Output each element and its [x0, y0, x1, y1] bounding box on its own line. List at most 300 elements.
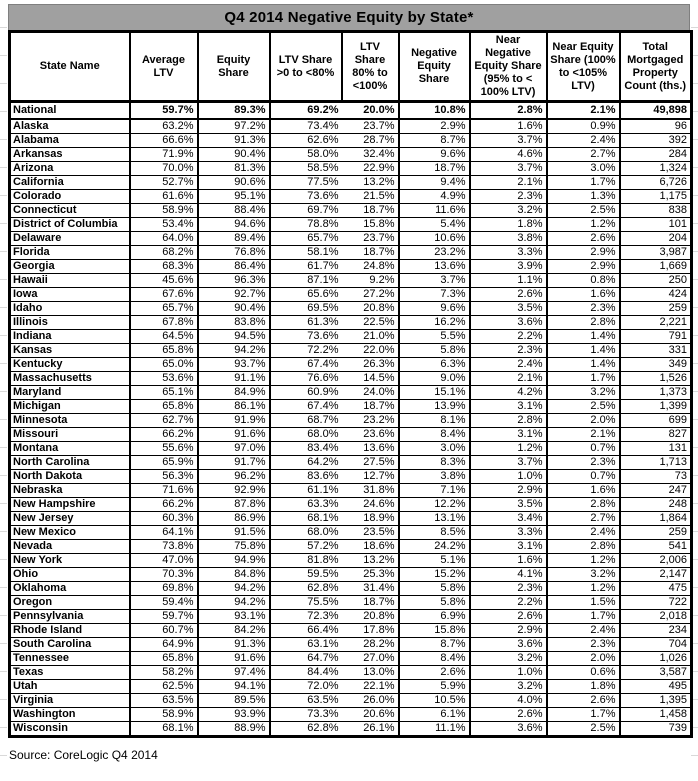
cell-state-name: New Mexico: [10, 526, 130, 540]
cell-value: 5.1%: [399, 554, 470, 568]
cell-value: 424: [620, 288, 692, 302]
cell-value: 88.4%: [198, 204, 270, 218]
cell-value: 15.1%: [399, 386, 470, 400]
cell-value: 9.4%: [399, 176, 470, 190]
cell-value: 1.7%: [547, 372, 620, 386]
cell-value: 16.2%: [399, 316, 470, 330]
cell-value: 93.9%: [198, 708, 270, 722]
cell-value: 2.9%: [470, 484, 547, 498]
cell-value: 72.0%: [270, 680, 342, 694]
table-body: [10, 102, 692, 737]
cell-value: 2.8%: [547, 540, 620, 554]
cell-value: 22.9%: [342, 162, 399, 176]
cell-value: 20.8%: [342, 610, 399, 624]
cell-value: 64.2%: [270, 456, 342, 470]
column-header: Near Equity Share (100% to <105% LTV): [547, 32, 620, 102]
cell-value: 1.8%: [470, 218, 547, 232]
cell-value: 84.2%: [198, 624, 270, 638]
cell-value: 66.2%: [130, 428, 198, 442]
cell-value: 827: [620, 428, 692, 442]
cell-value: 65.8%: [130, 400, 198, 414]
cell-state-name: Iowa: [10, 288, 130, 302]
cell-value: 86.1%: [198, 400, 270, 414]
cell-value: 58.9%: [130, 708, 198, 722]
table-row: [10, 148, 692, 162]
cell-value: 1.2%: [547, 554, 620, 568]
table-row: [10, 582, 692, 596]
cell-value: 63.3%: [270, 498, 342, 512]
cell-value: 52.7%: [130, 176, 198, 190]
cell-value: 87.1%: [270, 274, 342, 288]
column-header: LTV Share 80% to <100%: [342, 32, 399, 102]
table-row: [10, 344, 692, 358]
cell-value: 24.6%: [342, 498, 399, 512]
cell-value: 73.6%: [270, 190, 342, 204]
cell-value: 66.6%: [130, 134, 198, 148]
cell-value: 72.2%: [270, 344, 342, 358]
cell-value: 90.4%: [198, 148, 270, 162]
table-row: [10, 372, 692, 386]
cell-value: 89.5%: [198, 694, 270, 708]
cell-value: 2.2%: [470, 330, 547, 344]
cell-value: 90.4%: [198, 302, 270, 316]
cell-value: 0.8%: [547, 274, 620, 288]
cell-value: 97.2%: [198, 119, 270, 134]
cell-value: 6.1%: [399, 708, 470, 722]
cell-value: 83.4%: [270, 442, 342, 456]
table-row: [10, 162, 692, 176]
table-row: [10, 288, 692, 302]
cell-value: 91.1%: [198, 372, 270, 386]
cell-value: 18.7%: [342, 246, 399, 260]
cell-value: 2,018: [620, 610, 692, 624]
cell-value: 2.9%: [399, 119, 470, 134]
cell-value: 2,006: [620, 554, 692, 568]
table-row: [10, 484, 692, 498]
cell-value: 70.0%: [130, 162, 198, 176]
cell-value: 2.9%: [547, 246, 620, 260]
cell-value: 76.8%: [198, 246, 270, 260]
cell-value: 91.6%: [198, 428, 270, 442]
cell-value: 3.6%: [470, 638, 547, 652]
cell-value: 94.6%: [198, 218, 270, 232]
table-row: [10, 638, 692, 652]
cell-value: 64.5%: [130, 330, 198, 344]
cell-value: 2.3%: [470, 344, 547, 358]
cell-value: 13.1%: [399, 512, 470, 526]
cell-value: 9.2%: [342, 274, 399, 288]
cell-value: 13.2%: [342, 554, 399, 568]
table-row: [10, 666, 692, 680]
cell-state-name: Connecticut: [10, 204, 130, 218]
cell-value: 53.4%: [130, 218, 198, 232]
cell-value: 2.4%: [470, 358, 547, 372]
cell-state-name: Utah: [10, 680, 130, 694]
table-row: [10, 302, 692, 316]
cell-value: 6,726: [620, 176, 692, 190]
cell-value: 18.6%: [342, 540, 399, 554]
cell-value: 31.4%: [342, 582, 399, 596]
cell-value: 68.3%: [130, 260, 198, 274]
cell-value: 60.9%: [270, 386, 342, 400]
column-header: Equity Share: [198, 32, 270, 102]
cell-value: 15.8%: [399, 624, 470, 638]
cell-value: 96: [620, 119, 692, 134]
cell-value: 23.6%: [342, 428, 399, 442]
table-row: [10, 204, 692, 218]
cell-value: 32.4%: [342, 148, 399, 162]
table-row: [10, 470, 692, 484]
cell-value: 45.6%: [130, 274, 198, 288]
cell-value: 3.5%: [470, 498, 547, 512]
cell-value: 2.6%: [547, 694, 620, 708]
cell-value: 3.1%: [470, 540, 547, 554]
cell-value: 5.4%: [399, 218, 470, 232]
cell-value: 65.1%: [130, 386, 198, 400]
cell-value: 1.4%: [547, 358, 620, 372]
column-header: Near Negative Equity Share (95% to < 100% LTV): [470, 32, 547, 102]
table-row: [10, 526, 692, 540]
cell-value: 2.9%: [470, 624, 547, 638]
cell-value: 60.3%: [130, 512, 198, 526]
cell-value: 1.0%: [470, 470, 547, 484]
cell-value: 67.6%: [130, 288, 198, 302]
cell-value: 1.4%: [547, 330, 620, 344]
cell-value: 2.1%: [470, 176, 547, 190]
cell-value: 69.7%: [270, 204, 342, 218]
cell-value: 1.6%: [547, 484, 620, 498]
cell-value: 475: [620, 582, 692, 596]
table-row: [10, 316, 692, 330]
cell-value: 89.4%: [198, 232, 270, 246]
cell-value: 91.6%: [198, 652, 270, 666]
table-row: [10, 540, 692, 554]
cell-value: 1,713: [620, 456, 692, 470]
cell-value: 3.1%: [470, 400, 547, 414]
cell-value: 94.1%: [198, 680, 270, 694]
table-row: [10, 134, 692, 148]
cell-value: 2.4%: [547, 526, 620, 540]
cell-value: 2.2%: [470, 596, 547, 610]
cell-value: 62.6%: [270, 134, 342, 148]
table-row: [10, 554, 692, 568]
cell-value: 234: [620, 624, 692, 638]
cell-value: 2.6%: [547, 232, 620, 246]
cell-value: 2,147: [620, 568, 692, 582]
cell-value: 541: [620, 540, 692, 554]
cell-value: 62.5%: [130, 680, 198, 694]
cell-value: 2.8%: [470, 414, 547, 428]
cell-state-name: Idaho: [10, 302, 130, 316]
cell-value: 2.1%: [547, 428, 620, 442]
cell-value: 94.5%: [198, 330, 270, 344]
cell-value: 95.1%: [198, 190, 270, 204]
cell-value: 7.3%: [399, 288, 470, 302]
cell-value: 22.1%: [342, 680, 399, 694]
cell-value: 699: [620, 414, 692, 428]
cell-value: 84.8%: [198, 568, 270, 582]
cell-value: 1.7%: [547, 610, 620, 624]
cell-value: 2.1%: [470, 372, 547, 386]
cell-value: 0.7%: [547, 442, 620, 456]
cell-value: 6.3%: [399, 358, 470, 372]
table-row: [10, 400, 692, 414]
cell-value: 247: [620, 484, 692, 498]
cell-state-name: Maryland: [10, 386, 130, 400]
table-row: [10, 596, 692, 610]
cell-value: 495: [620, 680, 692, 694]
cell-value: 2.8%: [547, 498, 620, 512]
cell-state-name: Colorado: [10, 190, 130, 204]
cell-value: 27.5%: [342, 456, 399, 470]
cell-value: 21.0%: [342, 330, 399, 344]
cell-value: 838: [620, 204, 692, 218]
cell-value: 3,987: [620, 246, 692, 260]
cell-value: 2.7%: [547, 512, 620, 526]
cell-value: 68.0%: [270, 526, 342, 540]
cell-value: 20.8%: [342, 302, 399, 316]
cell-value: 3.1%: [470, 428, 547, 442]
cell-value: 58.5%: [270, 162, 342, 176]
cell-value: 61.3%: [270, 316, 342, 330]
cell-value: 1.1%: [470, 274, 547, 288]
cell-value: 63.1%: [270, 638, 342, 652]
cell-value: 91.7%: [198, 456, 270, 470]
cell-value: 1.3%: [547, 190, 620, 204]
cell-state-name: Kentucky: [10, 358, 130, 372]
cell-value: 58.2%: [130, 666, 198, 680]
cell-value: 131: [620, 442, 692, 456]
cell-value: 2.5%: [547, 722, 620, 737]
cell-state-name: Alaska: [10, 119, 130, 134]
table-row: [10, 568, 692, 582]
cell-value: 2.3%: [470, 190, 547, 204]
table-row: [10, 190, 692, 204]
cell-value: 3.6%: [470, 316, 547, 330]
cell-value: 61.1%: [270, 484, 342, 498]
cell-value: 2.4%: [547, 134, 620, 148]
cell-value: 5.9%: [399, 680, 470, 694]
cell-value: 4.9%: [399, 190, 470, 204]
cell-value: 92.9%: [198, 484, 270, 498]
cell-value: 331: [620, 344, 692, 358]
cell-value: 2.0%: [547, 652, 620, 666]
cell-value: 2.6%: [399, 666, 470, 680]
cell-value: 83.6%: [270, 470, 342, 484]
cell-value: 62.8%: [270, 582, 342, 596]
cell-state-name: Georgia: [10, 260, 130, 274]
cell-state-name: Ohio: [10, 568, 130, 582]
cell-value: 69.2%: [270, 102, 342, 120]
cell-value: 63.5%: [130, 694, 198, 708]
cell-state-name: New Jersey: [10, 512, 130, 526]
cell-state-name: New Hampshire: [10, 498, 130, 512]
cell-value: 2.6%: [470, 708, 547, 722]
cell-value: 8.1%: [399, 414, 470, 428]
cell-value: 58.9%: [130, 204, 198, 218]
cell-state-name: Hawaii: [10, 274, 130, 288]
cell-value: 5.8%: [399, 344, 470, 358]
cell-value: 248: [620, 498, 692, 512]
cell-value: 24.0%: [342, 386, 399, 400]
cell-state-name: Delaware: [10, 232, 130, 246]
cell-value: 2.3%: [547, 638, 620, 652]
cell-state-name: California: [10, 176, 130, 190]
cell-value: 3.2%: [470, 204, 547, 218]
cell-value: 10.5%: [399, 694, 470, 708]
cell-value: 69.8%: [130, 582, 198, 596]
cell-value: 18.7%: [342, 596, 399, 610]
cell-value: 59.7%: [130, 102, 198, 120]
cell-value: 81.8%: [270, 554, 342, 568]
cell-value: 1.4%: [547, 344, 620, 358]
cell-value: 68.7%: [270, 414, 342, 428]
cell-value: 11.6%: [399, 204, 470, 218]
cell-value: 49,898: [620, 102, 692, 120]
cell-state-name: Arizona: [10, 162, 130, 176]
cell-value: 2.8%: [470, 102, 547, 120]
cell-value: 739: [620, 722, 692, 737]
cell-value: 1,373: [620, 386, 692, 400]
cell-state-name: Oregon: [10, 596, 130, 610]
column-header: Negative Equity Share: [399, 32, 470, 102]
cell-value: 66.2%: [130, 498, 198, 512]
cell-value: 9.6%: [399, 148, 470, 162]
cell-value: 63.2%: [130, 119, 198, 134]
table-title: Q4 2014 Negative Equity by State*: [8, 4, 690, 30]
cell-value: 1,458: [620, 708, 692, 722]
cell-value: 0.7%: [547, 470, 620, 484]
cell-value: 18.7%: [399, 162, 470, 176]
cell-value: 2.1%: [547, 102, 620, 120]
cell-value: 1.6%: [470, 119, 547, 134]
cell-value: 13.9%: [399, 400, 470, 414]
cell-value: 12.2%: [399, 498, 470, 512]
cell-value: 73.6%: [270, 330, 342, 344]
cell-value: 3.5%: [470, 302, 547, 316]
cell-value: 8.7%: [399, 134, 470, 148]
cell-value: 1,669: [620, 260, 692, 274]
table-row: [10, 330, 692, 344]
table-container: [8, 4, 690, 762]
cell-value: 17.8%: [342, 624, 399, 638]
column-header: LTV Share >0 to <80%: [270, 32, 342, 102]
table-row: [10, 498, 692, 512]
cell-value: 73: [620, 470, 692, 484]
cell-value: 91.3%: [198, 638, 270, 652]
cell-value: 3.4%: [470, 512, 547, 526]
cell-value: 84.9%: [198, 386, 270, 400]
cell-value: 8.7%: [399, 638, 470, 652]
cell-value: 10.8%: [399, 102, 470, 120]
cell-state-name: Arkansas: [10, 148, 130, 162]
cell-value: 704: [620, 638, 692, 652]
cell-value: 69.5%: [270, 302, 342, 316]
cell-state-name: Virginia: [10, 694, 130, 708]
cell-value: 0.9%: [547, 119, 620, 134]
cell-value: 62.7%: [130, 414, 198, 428]
cell-value: 71.9%: [130, 148, 198, 162]
cell-value: 62.8%: [270, 722, 342, 737]
cell-value: 23.2%: [342, 414, 399, 428]
cell-value: 2.0%: [547, 414, 620, 428]
cell-value: 18.7%: [342, 204, 399, 218]
cell-value: 2.3%: [547, 456, 620, 470]
cell-value: 59.4%: [130, 596, 198, 610]
cell-value: 3.8%: [399, 470, 470, 484]
cell-value: 76.6%: [270, 372, 342, 386]
cell-state-name: Tennessee: [10, 652, 130, 666]
cell-state-name: Nevada: [10, 540, 130, 554]
cell-value: 58.1%: [270, 246, 342, 260]
cell-value: 18.9%: [342, 512, 399, 526]
cell-value: 26.1%: [342, 722, 399, 737]
cell-value: 91.9%: [198, 414, 270, 428]
cell-value: 13.2%: [342, 176, 399, 190]
cell-value: 2,221: [620, 316, 692, 330]
cell-state-name: Massachusetts: [10, 372, 130, 386]
cell-value: 259: [620, 526, 692, 540]
cell-value: 9.6%: [399, 302, 470, 316]
column-header: Total Mortgaged Property Count (ths.): [620, 32, 692, 102]
cell-value: 10.6%: [399, 232, 470, 246]
cell-value: 13.0%: [342, 666, 399, 680]
cell-value: 86.9%: [198, 512, 270, 526]
table-row: [10, 260, 692, 274]
cell-value: 11.1%: [399, 722, 470, 737]
cell-value: 67.4%: [270, 400, 342, 414]
cell-value: 73.4%: [270, 119, 342, 134]
cell-value: 72.3%: [270, 610, 342, 624]
table-row: [10, 218, 692, 232]
cell-value: 2.3%: [547, 302, 620, 316]
cell-value: 3.3%: [470, 246, 547, 260]
cell-value: 63.5%: [270, 694, 342, 708]
cell-state-name: Alabama: [10, 134, 130, 148]
cell-state-name: Florida: [10, 246, 130, 260]
cell-value: 3.2%: [470, 680, 547, 694]
cell-state-name: North Carolina: [10, 456, 130, 470]
cell-value: 31.8%: [342, 484, 399, 498]
cell-value: 65.8%: [130, 652, 198, 666]
cell-state-name: Texas: [10, 666, 130, 680]
cell-state-name: Oklahoma: [10, 582, 130, 596]
cell-value: 791: [620, 330, 692, 344]
table-row: [10, 512, 692, 526]
cell-value: 26.0%: [342, 694, 399, 708]
cell-value: 392: [620, 134, 692, 148]
cell-value: 2.8%: [547, 316, 620, 330]
cell-value: 94.2%: [198, 582, 270, 596]
cell-value: 66.4%: [270, 624, 342, 638]
cell-value: 47.0%: [130, 554, 198, 568]
cell-value: 1.6%: [547, 288, 620, 302]
column-header: Average LTV: [130, 32, 198, 102]
cell-value: 1.7%: [547, 708, 620, 722]
cell-state-name: Pennsylvania: [10, 610, 130, 624]
cell-value: 5.5%: [399, 330, 470, 344]
table-row: [10, 624, 692, 638]
cell-value: 1.2%: [547, 582, 620, 596]
cell-value: 20.6%: [342, 708, 399, 722]
cell-value: 61.7%: [270, 260, 342, 274]
cell-value: 2.7%: [547, 148, 620, 162]
cell-value: 93.1%: [198, 610, 270, 624]
cell-value: 3.3%: [470, 526, 547, 540]
cell-value: 21.5%: [342, 190, 399, 204]
table-row: [10, 694, 692, 708]
cell-value: 0.6%: [547, 666, 620, 680]
